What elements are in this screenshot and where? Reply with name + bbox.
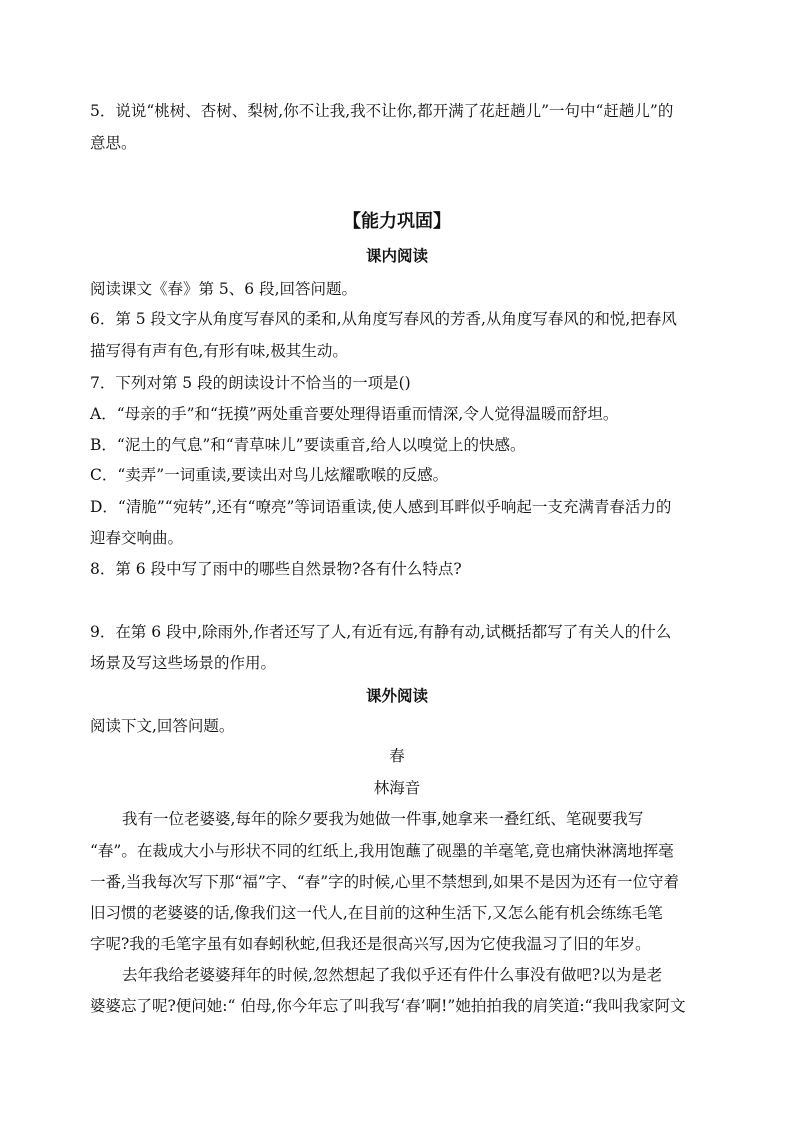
paragraph-1-line-2: “春”。在裁成大小与形状不同的红纸上,我用饱蘸了砚墨的羊毫笔,竟也痛快淋漓地挥毫 — [90, 842, 674, 860]
paragraph-1-line-5: 字呢?我的毛笔字虽有如春蚓秋蛇,但我还是很高兴写,因为它使我温习了旧的年岁。 — [90, 935, 651, 953]
question-6-line-2: 描写得有声有色,有形有味,极其生动。 — [90, 342, 348, 360]
question-7-option-d-line-1: D．“清脆”“宛转”,还有“嘹亮”等词语重读,使人感到耳畔似乎响起一支充满青春活力的 — [90, 498, 672, 516]
paragraph-1-line-4: 旧习惯的老婆婆的话,像我们这一代人,在目前的这种生活下,又怎么能有机会练练毛笔 — [90, 904, 663, 922]
question-5-line-2: 意思。 — [90, 134, 137, 152]
question-7-option-c: C．“卖弄”一词重读,要读出对鸟儿炫耀歌喉的反感。 — [90, 466, 449, 484]
question-5-line-1: 5．说说“桃树、杏树、梨树,你不让我,我不让你,都开满了花赶趟儿”一句中“赶趟儿”的 — [90, 102, 674, 120]
question-6-line-1: 6．第 5 段文字从角度写春风的柔和,从角度写春风的芳香,从角度写春风的和悦,把春风 — [90, 310, 677, 328]
question-8: 8．第 6 段中写了雨中的哪些自然景物?各有什么特点? — [90, 560, 462, 578]
paragraph-1-line-3: 一番,当我每次写下那“福”字、“春”字的时候,心里不禁想到,如果不是因为还有一位守着 — [90, 873, 679, 891]
question-9-line-2: 场景及写这些场景的作用。 — [90, 654, 277, 672]
paragraph-2-line-1: 去年我给老婆婆拜年的时候,忽然想起了我似乎还有件什么事没有做吧?以为是老 — [122, 966, 663, 984]
question-7-option-a: A．“母亲的手”和“抚摸”两处重音要处理得语重而情深,令人觉得温暖而舒坦。 — [90, 405, 619, 423]
article-title: 春 — [389, 747, 405, 765]
paragraph-2-line-2: 婆婆忘了呢?便问她:“ 伯母,你今年忘了叫我写‘春’啊!”她拍拍我的肩笑道:“我叫我家阿文 — [90, 997, 686, 1015]
paragraph-1-line-1: 我有一位老婆婆,每年的除夕要我为她做一件事,她拿来一叠红纸、笔砚要我写 — [122, 810, 644, 828]
section-title: 【能力巩固】 — [343, 211, 451, 232]
out-of-class-reading-heading: 课外阅读 — [365, 686, 428, 705]
in-class-intro: 阅读课文《春》第 5、6 段,回答问题。 — [90, 280, 358, 298]
question-7-option-b: B．“泥土的气息”和“青草味儿”要读重音,给人以嗅觉上的快感。 — [90, 436, 526, 454]
question-7: 7．下列对第 5 段的朗读设计不恰当的一项是() — [90, 374, 411, 392]
article-author: 林海音 — [373, 779, 421, 797]
in-class-reading-heading: 课内阅读 — [365, 246, 428, 265]
out-of-class-intro: 阅读下文,回答问题。 — [90, 717, 235, 735]
question-7-option-d-line-2: 迎春交响曲。 — [90, 529, 184, 547]
question-9-line-1: 9．在第 6 段中,除雨外,作者还写了人,有近有远,有静有动,试概括都写了有关人的什么 — [90, 623, 672, 641]
